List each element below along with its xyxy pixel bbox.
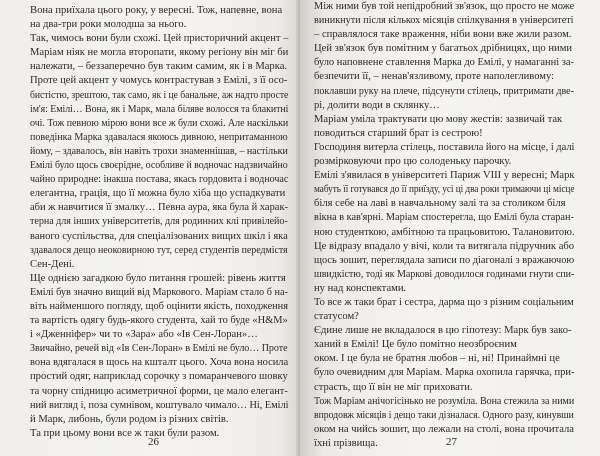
text-line: ною студенткою, амбітною та працьовитою. Талановитою. bbox=[314, 226, 575, 238]
text-line: Між ними був той непідробний зв'язок, що просто не може bbox=[314, 1, 575, 12]
text-line: та вартість одягу будь-якого студента, хай то буде «H&M» bbox=[30, 315, 288, 327]
text-line: безпечити її, – ненав'язливому, проте наполегливому: bbox=[314, 71, 555, 83]
text-line: вікна в кав'ярні. Маріам спостерегла, що Емілі була старан- bbox=[314, 212, 574, 224]
text-line: Ще однією загадкою було питання грошей: рівень життя bbox=[30, 272, 286, 284]
text-line: було очевидним для Маріам. Марка охопила гарячка, при- bbox=[314, 367, 575, 379]
page-number-right: 27 bbox=[446, 436, 457, 448]
text-line: простий одяг, наприклад сорочку з помаранчевого шовку bbox=[30, 371, 288, 383]
text-line: вона вдягалася в щось на кшталт цього. Хоча вона носила bbox=[30, 357, 289, 369]
text-line: Тож Маріам анічогісінько не розуміла. Вона стежила за ними bbox=[314, 395, 575, 407]
text-line: належати, – беззаперечно був таким самим, як і в Марка. bbox=[30, 61, 288, 73]
left-page-text bbox=[30, 4, 288, 441]
text-line: ім'я: Емілі… Вона, як і Марк, мала біляве волосся та блакитні bbox=[30, 103, 289, 115]
text-line: впродовж місяців і дещо таки дізналася. Одного разу, кинувши bbox=[314, 409, 574, 421]
text-line: Господиня витерла стілець, поставила його на місце, і далі bbox=[314, 141, 575, 153]
text-line: виникнути після кількох місяців спілкування в університеті bbox=[314, 15, 574, 27]
text-line: поводиться старший брат із сестрою! bbox=[314, 127, 483, 139]
text-line: Сен-Дені. bbox=[30, 258, 75, 270]
text-line: було наповнене ставлення Марка до Емілі, у намаганні за- bbox=[314, 57, 574, 69]
right-page bbox=[300, 0, 600, 456]
text-line: Це відразу впадало у вічі, коли та витягала підручник або bbox=[314, 240, 575, 252]
text-line: Та при цьому вони все ж таки були разом. bbox=[30, 427, 220, 439]
text-line: здавалося дещо неоковирною тут, серед студентів передмістя bbox=[30, 244, 288, 256]
text-line: терна для інших університетів, для родинних клі привілейо- bbox=[30, 216, 288, 228]
text-line: Проте цей акцент у чомусь контрастував з Емілі, з її осо- bbox=[30, 75, 288, 87]
text-line: чайно природне: інакша постава, якась гордовита і водночас bbox=[30, 174, 289, 186]
text-line: йому, – здавалось, він навіть трохи знаменнішав, – настільки bbox=[30, 145, 288, 157]
text-line: ханий в Емілі! Це було помітно неозброєним bbox=[314, 339, 517, 351]
text-line: ваного суспільства, для спеціалізованих вищих шкіл і яка bbox=[30, 230, 288, 242]
text-line: Емілі було щось своєрідне, особливе й водночас надзвичайно bbox=[30, 160, 288, 172]
text-line: і «Дженніфер» чи то «Зара» або «Ів Сен-Лоран»… bbox=[30, 329, 258, 341]
text-line: й Марк, либонь, були родом із різних світів. bbox=[30, 413, 229, 425]
text-line: Маріам уміла трактувати цю мову жестів: зазвичай так bbox=[314, 113, 563, 125]
text-line: То все ж таки брат і сестра, дарма що з різним соціальним bbox=[314, 296, 574, 308]
text-line: та чорну спідницю асиметричної форми, це мало елегант- bbox=[30, 385, 288, 397]
text-line: Маріам ніяк не могла второпати, якому регіону він міг би bbox=[30, 47, 289, 59]
text-line: страсть, що її він не міг приховати. bbox=[314, 381, 473, 393]
text-line: аби ж навчитися її змалку… Певна аура, яка була й харак- bbox=[30, 202, 289, 214]
text-line: поклавши руку на плече, підсунути стілець, притримати две- bbox=[314, 85, 574, 97]
text-line: на два-три роки молодша за нього. bbox=[30, 19, 187, 31]
text-line: щось зошит, переглядала записи по діагоналі з вражаючою bbox=[314, 254, 575, 266]
text-line: – справлялося таке враження, ніби вони вже жили разом. bbox=[314, 29, 572, 41]
text-line: Так, чимось вони були схожі. Цей присторичний акцент – bbox=[30, 33, 289, 45]
text-line: віть найменшого погляду, щоб оцінити якість, походження bbox=[30, 300, 288, 312]
text-line: елегантна, грація, що її можна було хіба що успадкувати bbox=[30, 188, 286, 200]
text-line: поведінка Марка здавалася якоюсь дивною, непритаманною bbox=[30, 131, 288, 143]
text-line: рі, долити води в склянку… bbox=[314, 99, 440, 111]
text-line: Звичайно, речей від «Ів Сен-Лоран» в Емілі не було… Проте bbox=[30, 343, 288, 355]
text-line: швидкістю, тоді як Маркові доводилося годинами гнути спи- bbox=[314, 268, 575, 280]
text-line: біля себе на лаві в навчальному залі та за столиком біля bbox=[314, 198, 566, 210]
text-line: ну над конспектами. bbox=[314, 282, 407, 294]
text-line: мабуть її готувався до її приїзду, усі ці два роки тримаючи ці місце bbox=[314, 184, 575, 196]
text-line: Цей зв'язок був помітним у багатьох дрібницях, що ними bbox=[314, 43, 573, 55]
text-line: бистістю, зрештою, так само, як і це банальне, аж надто просте bbox=[30, 89, 289, 101]
text-line: Емілі з'явилася в університеті Париж VIII у вересні; Марк bbox=[314, 170, 575, 182]
text-line: оком на чийсь зошит, що лежали на столі, вона прочитала bbox=[314, 423, 574, 435]
text-line: статусом? bbox=[314, 311, 359, 323]
text-line: оком. І це була не братня любов – ні, ні! Принаймні це bbox=[314, 353, 560, 365]
right-page-text bbox=[314, 0, 574, 451]
text-line: очі. Тож певною мірою вони все ж були схожі. Але наскільки bbox=[30, 117, 289, 129]
page-number-left: 26 bbox=[148, 436, 159, 448]
text-line: Емілі був значно вищий від Маркового. Маріам стало б на- bbox=[30, 286, 288, 298]
text-line: Вона приїхала цього року, у вересні. Тож, напевне, вона bbox=[30, 5, 283, 16]
text-line: розмірковуючи про цю солоденьку парочку. bbox=[314, 156, 512, 168]
text-line: ний вигляд і, поза сумнівом, коштувало чимало… Ні, Емілі bbox=[30, 399, 289, 411]
text-line: їхні прізвища. bbox=[314, 437, 378, 449]
text-line: Єдине лише не вкладалося в цю гіпотезу: Марк був зако- bbox=[314, 325, 572, 337]
